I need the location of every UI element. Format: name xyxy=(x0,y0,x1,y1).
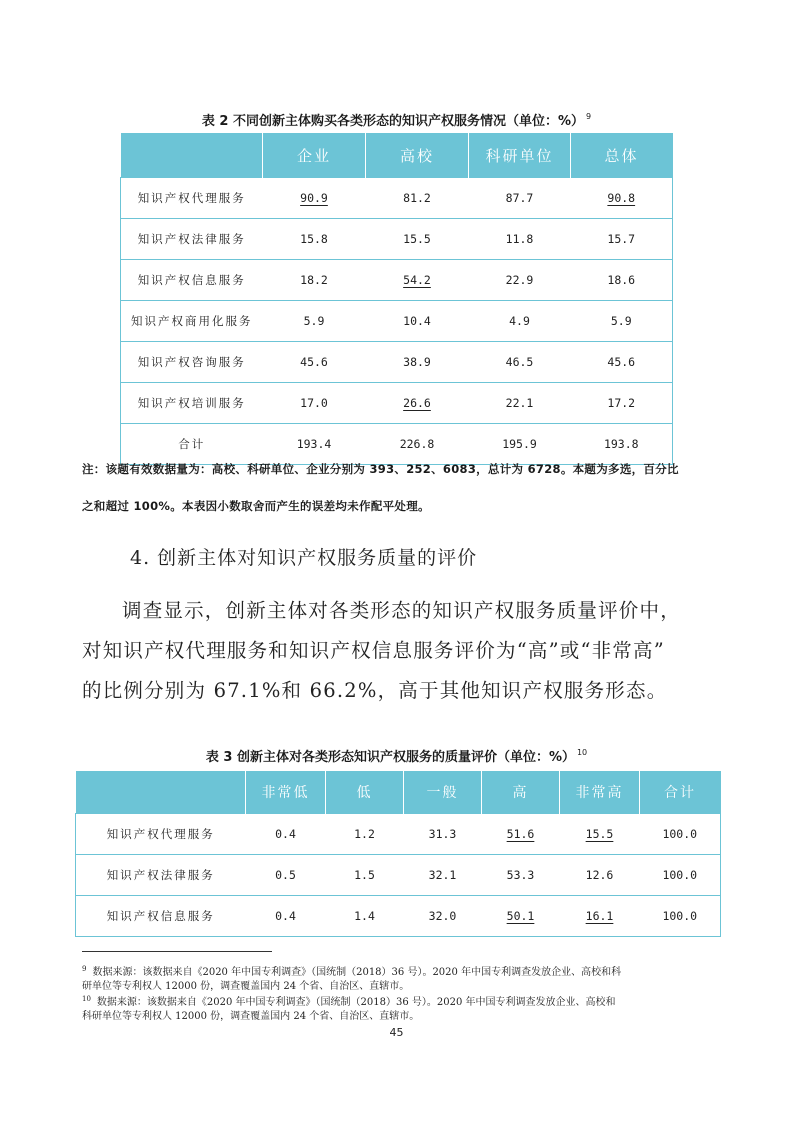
paragraph-line: 的比例分别为 67.1%和 66.2%，高于其他知识产权服务形态。 xyxy=(82,679,668,702)
table-header-cell: 高校 xyxy=(366,133,469,178)
footnote-number: 10 xyxy=(82,995,91,1003)
table-header-cell: 一般 xyxy=(404,771,482,814)
table-header-cell: 非常低 xyxy=(246,771,326,814)
table-cell: 5.9 xyxy=(263,301,366,342)
table3-caption-footnote-ref[interactable]: 10 xyxy=(576,748,588,757)
paragraph-line: 调查显示，创新主体对各类形态的知识产权服务质量评价中， xyxy=(122,599,681,622)
body-paragraph xyxy=(82,591,722,711)
table-cell: 22.1 xyxy=(469,383,571,424)
table-row xyxy=(76,855,721,896)
table-cell: 1.2 xyxy=(326,814,404,855)
footnote-text: 数据来源：该数据来自《2020 年中国专利调查》（国统制（2018）36 号）。2020 年中国专利调查发放企业、高校和 xyxy=(96,997,616,1008)
table-row xyxy=(121,260,673,301)
table-cell: 16.1 xyxy=(560,896,640,937)
row-label: 知识产权信息服务 xyxy=(121,260,263,301)
footnote-9 xyxy=(82,962,712,994)
table-header-row xyxy=(76,771,721,814)
table-cell: 32.0 xyxy=(404,896,482,937)
table-row xyxy=(76,896,721,937)
table-cell: 54.2 xyxy=(366,260,469,301)
table-row xyxy=(121,301,673,342)
table-row xyxy=(121,178,673,219)
table-row xyxy=(76,814,721,855)
table-cell: 18.6 xyxy=(571,260,673,301)
table2-caption xyxy=(0,110,793,129)
table3-caption xyxy=(0,746,793,765)
table-header-cell: 总体 xyxy=(571,133,673,178)
table-cell: 15.5 xyxy=(366,219,469,260)
table-cell: 1.5 xyxy=(326,855,404,896)
table-cell: 100.0 xyxy=(640,896,721,937)
page-number: 45 xyxy=(389,1026,404,1039)
table-cell: 11.8 xyxy=(469,219,571,260)
table-cell: 51.6 xyxy=(482,814,560,855)
table-header-cell: 企业 xyxy=(263,133,366,178)
table-cell: 50.1 xyxy=(482,896,560,937)
table-header-cell xyxy=(76,771,246,814)
table-cell: 10.4 xyxy=(366,301,469,342)
footnote-text: 科研单位等专利权人 12000 份，调查覆盖国内 24 个省、自治区、直辖市。 xyxy=(82,1011,420,1022)
table-cell: 15.8 xyxy=(263,219,366,260)
table-cell: 4.9 xyxy=(469,301,571,342)
row-label: 知识产权培训服务 xyxy=(121,383,263,424)
footnote-10 xyxy=(82,992,712,1024)
table-header-cell xyxy=(121,133,263,178)
table-cell: 0.4 xyxy=(246,896,326,937)
table-cell: 81.2 xyxy=(366,178,469,219)
table-cell: 90.9 xyxy=(263,178,366,219)
table2 xyxy=(120,133,673,465)
table-cell: 15.7 xyxy=(571,219,673,260)
table3 xyxy=(75,771,721,937)
row-label: 合计 xyxy=(121,424,263,465)
table-cell: 1.4 xyxy=(326,896,404,937)
table-cell: 90.8 xyxy=(571,178,673,219)
section-heading: 4. 创新主体对知识产权服务质量的评价 xyxy=(130,547,478,569)
table-cell: 15.5 xyxy=(560,814,640,855)
table-total-row xyxy=(121,424,673,465)
paragraph-line: 对知识产权代理服务和知识产权信息服务评价为“高”或“非常高” xyxy=(82,639,665,662)
row-label: 知识产权代理服务 xyxy=(76,814,246,855)
table-cell: 45.6 xyxy=(263,342,366,383)
table-cell: 193.4 xyxy=(263,424,366,465)
table2-caption-text: 表 2 不同创新主体购买各类形态的知识产权服务情况（单位：%） xyxy=(201,114,585,129)
row-label: 知识产权商用化服务 xyxy=(121,301,263,342)
table-row xyxy=(121,383,673,424)
table-header-cell: 科研单位 xyxy=(469,133,571,178)
table-cell: 22.9 xyxy=(469,260,571,301)
table2-note-line1: 注：该题有效数据量为：高校、科研单位、企业分别为 393、252、6083，总计为 6728。本题为多选，百分比 xyxy=(82,462,679,476)
table-cell: 17.2 xyxy=(571,383,673,424)
row-label: 知识产权信息服务 xyxy=(76,896,246,937)
table-cell: 45.6 xyxy=(571,342,673,383)
table3-caption-text: 表 3 创新主体对各类形态知识产权服务的质量评价（单位：%） xyxy=(205,750,575,765)
table-cell: 31.3 xyxy=(404,814,482,855)
table-cell: 17.0 xyxy=(263,383,366,424)
table-row xyxy=(121,342,673,383)
footnote-divider xyxy=(82,951,272,952)
row-label: 知识产权代理服务 xyxy=(121,178,263,219)
table-row xyxy=(121,219,673,260)
table-cell: 53.3 xyxy=(482,855,560,896)
row-label: 知识产权法律服务 xyxy=(76,855,246,896)
table2-note-line2: 之和超过 100%。本表因小数取舍而产生的误差均未作配平处理。 xyxy=(82,499,430,513)
table-cell: 5.9 xyxy=(571,301,673,342)
table-cell: 12.6 xyxy=(560,855,640,896)
table-cell: 38.9 xyxy=(366,342,469,383)
table-cell: 26.6 xyxy=(366,383,469,424)
table-cell: 193.8 xyxy=(571,424,673,465)
table-cell: 32.1 xyxy=(404,855,482,896)
table-header-row xyxy=(121,133,673,178)
table-cell: 87.7 xyxy=(469,178,571,219)
footnote-number: 9 xyxy=(82,965,87,973)
table-cell: 100.0 xyxy=(640,814,721,855)
table-header-cell: 合计 xyxy=(640,771,721,814)
row-label: 知识产权咨询服务 xyxy=(121,342,263,383)
table-cell: 226.8 xyxy=(366,424,469,465)
footnote-text: 研单位等专利权人 12000 份，调查覆盖国内 24 个省、自治区、直辖市。 xyxy=(82,981,410,992)
table-header-cell: 高 xyxy=(482,771,560,814)
table-cell: 0.5 xyxy=(246,855,326,896)
table-cell: 46.5 xyxy=(469,342,571,383)
table-cell: 18.2 xyxy=(263,260,366,301)
table-cell: 100.0 xyxy=(640,855,721,896)
table-cell: 0.4 xyxy=(246,814,326,855)
footnote-text: 数据来源：该数据来自《2020 年中国专利调查》（国统制（2018）36 号）。2020 年中国专利调查发放企业、高校和科 xyxy=(92,967,622,978)
row-label: 知识产权法律服务 xyxy=(121,219,263,260)
table-header-cell: 低 xyxy=(326,771,404,814)
table-header-cell: 非常高 xyxy=(560,771,640,814)
table-cell: 195.9 xyxy=(469,424,571,465)
table2-caption-footnote-ref[interactable]: 9 xyxy=(586,112,592,121)
